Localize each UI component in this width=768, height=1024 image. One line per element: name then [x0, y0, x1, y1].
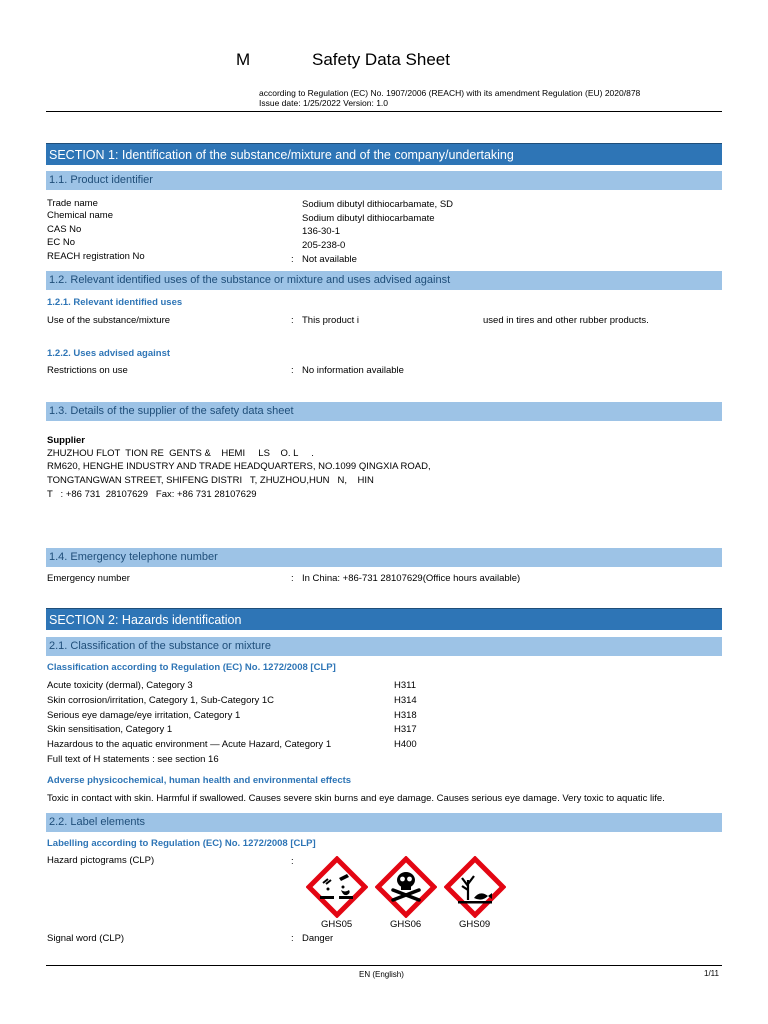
footer-page-number: 1/11 — [704, 969, 719, 978]
subsection-2-2-bar: 2.2. Label elements — [46, 813, 722, 832]
classification-heading: Classification according to Regulation (EC) No. 1272/2008 [CLP] — [47, 662, 336, 673]
labelling-heading: Labelling according to Regulation (EC) No. 1272/2008 [CLP] — [47, 838, 316, 849]
hazard-pictograms-label: Hazard pictograms (CLP) — [47, 855, 155, 866]
supplier-address-2: TONGTANGWAN STREET, SHIFENG DISTRI T, ZHUZHOU,HUN N, HIN — [47, 475, 374, 486]
ghs05-label: GHS05 — [321, 919, 353, 930]
emergency-number-colon: : — [291, 573, 294, 584]
ghs06-label: GHS06 — [390, 919, 422, 930]
ec-no-value: 205-238-0 — [302, 240, 346, 251]
supplier-name: ZHUZHOU FLOT TION RE GENTS & HEMI LS O. L . — [47, 448, 314, 459]
hazard-class-label: Serious eye damage/eye irritation, Category 1 — [47, 710, 241, 721]
hazard-code: H317 — [394, 724, 417, 735]
hazard-class-label: Hazardous to the aquatic environment — Acute Hazard, Category 1 — [47, 739, 332, 750]
company-logo-letter: M — [236, 50, 251, 69]
use-label: Use of the substance/mixture — [47, 315, 171, 326]
adverse-effects-text: Toxic in contact with skin. Harmful if swallowed. Causes severe skin burns and eye damage. Causes serious eye damage. Very toxic to aquatic life. — [47, 793, 665, 804]
ghs09-label: GHS09 — [459, 919, 491, 930]
signal-word-colon: : — [291, 933, 294, 944]
header-divider — [46, 111, 722, 112]
signal-word-value: Danger — [302, 933, 334, 944]
hazard-class-label: Acute toxicity (dermal), Category 3 — [47, 680, 193, 691]
issue-date-line: Issue date: 1/25/2022 Version: 1.0 — [259, 98, 389, 108]
cas-no-label: CAS No — [47, 224, 82, 235]
reach-colon: : — [291, 254, 294, 265]
skull-crossbones-icon — [375, 856, 437, 918]
corrosion-icon — [306, 856, 368, 918]
section-1-bar: SECTION 1: Identification of the substance/mixture and of the company/undertaking — [46, 143, 722, 165]
hazard-code: H318 — [394, 710, 417, 721]
subsection-1-2-bar: 1.2. Relevant identified uses of the substance or mixture and uses advised against — [46, 271, 722, 290]
chemical-name-label: Chemical name — [47, 210, 113, 221]
restrictions-label: Restrictions on use — [47, 365, 128, 376]
use-value-part-2: used in tires and other rubber products. — [483, 315, 649, 326]
emergency-number-label: Emergency number — [47, 573, 130, 584]
subsection-1-1-bar: 1.1. Product identifier — [46, 171, 722, 190]
restrictions-value: No information available — [302, 365, 404, 376]
trade-name-label: Trade name — [47, 198, 98, 209]
subsection-1-2-2-heading: 1.2.2. Uses advised against — [47, 348, 171, 359]
use-colon: : — [291, 315, 294, 326]
reach-value: Not available — [302, 254, 357, 265]
supplier-phone-fax: T : +86 731 28107629 Fax: +86 731 28107629 — [47, 489, 257, 500]
footer-language: EN (English) — [359, 970, 404, 979]
restrictions-colon: : — [291, 365, 294, 376]
ec-no-label: EC No — [47, 237, 75, 248]
supplier-label: Supplier — [47, 435, 86, 446]
document-title: Safety Data Sheet — [312, 50, 450, 69]
hazard-pictograms-colon: : — [291, 856, 294, 867]
hazard-code: H400 — [394, 739, 417, 750]
signal-word-label: Signal word (CLP) — [47, 933, 125, 944]
adverse-effects-heading: Adverse physicochemical, human health and environmental effects — [47, 775, 352, 786]
hazard-code: H311 — [394, 680, 417, 691]
supplier-address-1: RM620, HENGHE INDUSTRY AND TRADE HEADQUARTERS, NO.1099 QINGXIA ROAD, — [47, 461, 431, 472]
use-value-part-1: This product i — [302, 315, 360, 326]
hazard-class-label: Skin sensitisation, Category 1 — [47, 724, 173, 735]
chemical-name-value: Sodium dibutyl dithiocarbamate — [302, 213, 435, 224]
section-2-bar: SECTION 2: Hazards identification — [46, 608, 722, 630]
footer-divider — [46, 965, 722, 966]
reach-label: REACH registration No — [47, 251, 145, 262]
subsection-1-2-1-heading: 1.2.1. Relevant identified uses — [47, 297, 183, 308]
subsection-1-3-bar: 1.3. Details of the supplier of the safety data sheet — [46, 402, 722, 421]
regulation-line: according to Regulation (EC) No. 1907/2006 (REACH) with its amendment Regulation (EU) 2020/878 — [259, 88, 641, 98]
subsection-1-4-bar: 1.4. Emergency telephone number — [46, 548, 722, 567]
hazard-code: H314 — [394, 695, 417, 706]
hazard-class-label: Skin corrosion/irritation, Category 1, Sub-Category 1C — [47, 695, 275, 706]
emergency-number-value: In China: +86-731 28107629(Office hours available) — [302, 573, 521, 584]
subsection-2-1-bar: 2.1. Classification of the substance or mixture — [46, 637, 722, 656]
trade-name-value: Sodium dibutyl dithiocarbamate, SD — [302, 199, 454, 210]
full-text-note: Full text of H statements : see section 16 — [47, 754, 219, 765]
environment-icon — [444, 856, 506, 918]
cas-no-value: 136-30-1 — [302, 226, 341, 237]
